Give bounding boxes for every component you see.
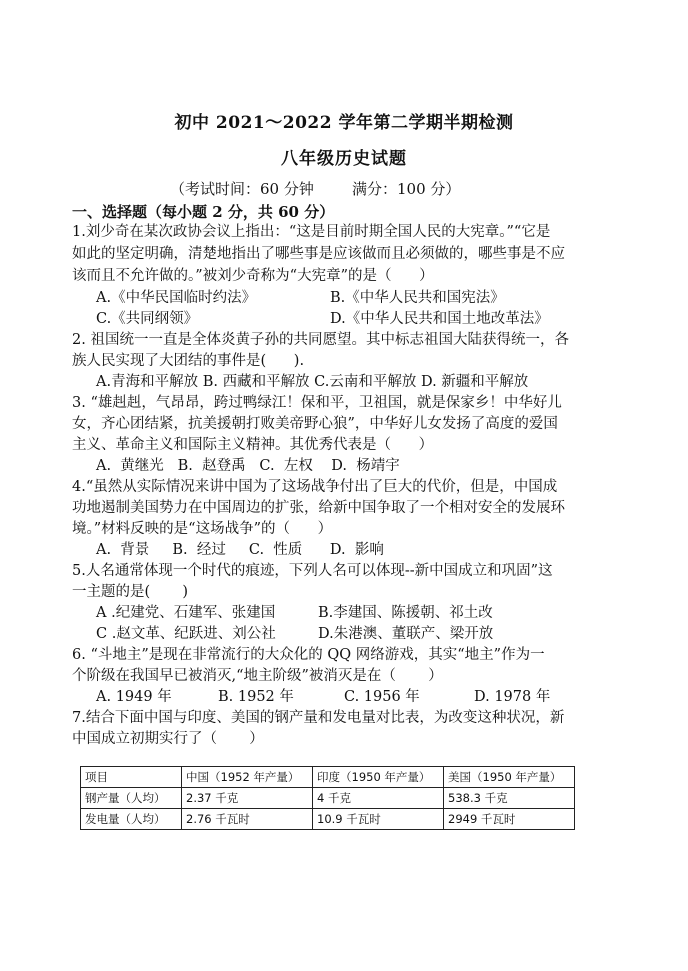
question-7-line-1: 7.结合下面中国与印度、美国的钢产量和发电量对比表，为改变这种状况，新 <box>72 710 565 726</box>
question-6-option-b: B. 1952 年 <box>218 689 294 705</box>
question-5-option-d: D.朱港澳、董联产、梁开放 <box>318 626 494 642</box>
question-1-line-2: 如此的坚定明确，清楚地指出了哪些事是应该做而且必须做的，哪些事是不应 <box>72 246 565 262</box>
question-3-line-2: 女，齐心团结紧，抗美援朝打败美帝野心狼”，中华好儿女发扬了高度的爱国 <box>72 416 558 432</box>
table-cell: 钢产量（人均） <box>81 788 182 809</box>
question-1-line-1: 1.刘少奇在某次政协会议上指出：“这是目前时期全国人民的大宪章。”“它是 <box>72 224 551 240</box>
table-header-cell: 项目 <box>81 767 182 788</box>
exam-title: 初中 2021～2022 学年第二学期半期检测 <box>174 113 514 133</box>
question-5-option-c: C .赵文革、纪跃进、刘公社 <box>96 626 276 642</box>
question-6-line-1: 6. “斗地主”是现在非常流行的大众化的 QQ 网络游戏，其实“地主”作为一 <box>72 647 545 663</box>
table-cell: 4 千克 <box>313 788 444 809</box>
question-4-line-3: 境。”材料反映的是“这场战争”的（ ） <box>72 521 333 537</box>
table-cell: 538.3 千克 <box>444 788 575 809</box>
question-4-line-1: 4.“虽然从实际情况来讲中国为了这场战争付出了巨大的代价，但是，中国成 <box>72 479 558 495</box>
exam-subtitle: 八年级历史试题 <box>281 149 407 169</box>
table-header-row <box>81 767 575 788</box>
table-cell: 2.37 千克 <box>182 788 313 809</box>
question-7-line-2: 中国成立初期实行了（ ） <box>72 731 264 747</box>
question-1-option-d: D.《中华人民共和国土地改革法》 <box>330 311 549 327</box>
question-1-option-a: A.《中华民国临时约法》 <box>96 290 257 306</box>
question-3-line-1: 3. “雄赳赳，气昂昂，跨过鸭绿江！保和平，卫祖国，就是保家乡！中华好儿 <box>72 395 562 411</box>
table-cell: 10.9 千瓦时 <box>313 809 444 830</box>
question-5-line-1: 5.人名通常体现一个时代的痕迹，下列人名可以体现--新中国成立和巩固”这 <box>72 563 553 579</box>
question-3-options: A. 黄继光 B. 赵登禹 C. 左权 D. 杨靖宇 <box>96 458 400 474</box>
question-6-option-d: D. 1978 年 <box>474 689 551 705</box>
question-6-option-a: A. 1949 年 <box>96 689 172 705</box>
table-header-cell: 中国（1952 年产量） <box>182 767 313 788</box>
question-5-option-b: B.李建国、陈援朝、祁土改 <box>318 605 493 621</box>
question-2-options: A.青海和平解放 B. 西藏和平解放 C.云南和平解放 D. 新疆和平解放 <box>96 374 529 390</box>
question-1-option-b: B.《中华人民共和国宪法》 <box>330 290 505 306</box>
question-6-line-2: 个阶级在我国早已被消灭,“地主阶级”被消灭是在（ ） <box>72 668 443 684</box>
question-4-options: A. 背景 B. 经过 C. 性质 D. 影响 <box>96 542 384 558</box>
table-cell: 2.76 千瓦时 <box>182 809 313 830</box>
comparison-table <box>80 766 575 830</box>
table-row <box>81 788 575 809</box>
question-2-line-1: 2. 祖国统一一直是全体炎黄子孙的共同愿望。其中标志祖国大陆获得统一，各 <box>72 332 569 348</box>
exam-info: （考试时间：60 分钟 满分：100 分） <box>170 180 461 198</box>
question-1-line-3: 该而且不允许做的。”被刘少奇称为“大宪章”的是（ ） <box>72 268 434 284</box>
question-5-option-a: A .纪建党、石建军、张建国 <box>96 605 276 621</box>
table-row <box>81 809 575 830</box>
question-1-option-c: C.《共同纲领》 <box>96 311 199 327</box>
table-header-cell: 美国（1950 年产量） <box>444 767 575 788</box>
table-cell: 2949 千瓦时 <box>444 809 575 830</box>
question-4-line-2: 功地遏制美国势力在中国周边的扩张，给新中国争取了一个相对安全的发展环 <box>72 500 565 516</box>
table-cell: 发电量（人均） <box>81 809 182 830</box>
question-5-line-2: 一主题的是( ) <box>72 584 189 600</box>
question-6-option-c: C. 1956 年 <box>344 689 420 705</box>
table-header-cell: 印度（1950 年产量） <box>313 767 444 788</box>
question-3-line-3: 主义、革命主义和国际主义精神。其优秀代表是（ ） <box>72 437 434 453</box>
section-title: 一、选择题（每小题 2 分，共 60 分） <box>72 203 335 221</box>
question-2-line-2: 族人民实现了大团结的事件是( ). <box>72 353 305 369</box>
